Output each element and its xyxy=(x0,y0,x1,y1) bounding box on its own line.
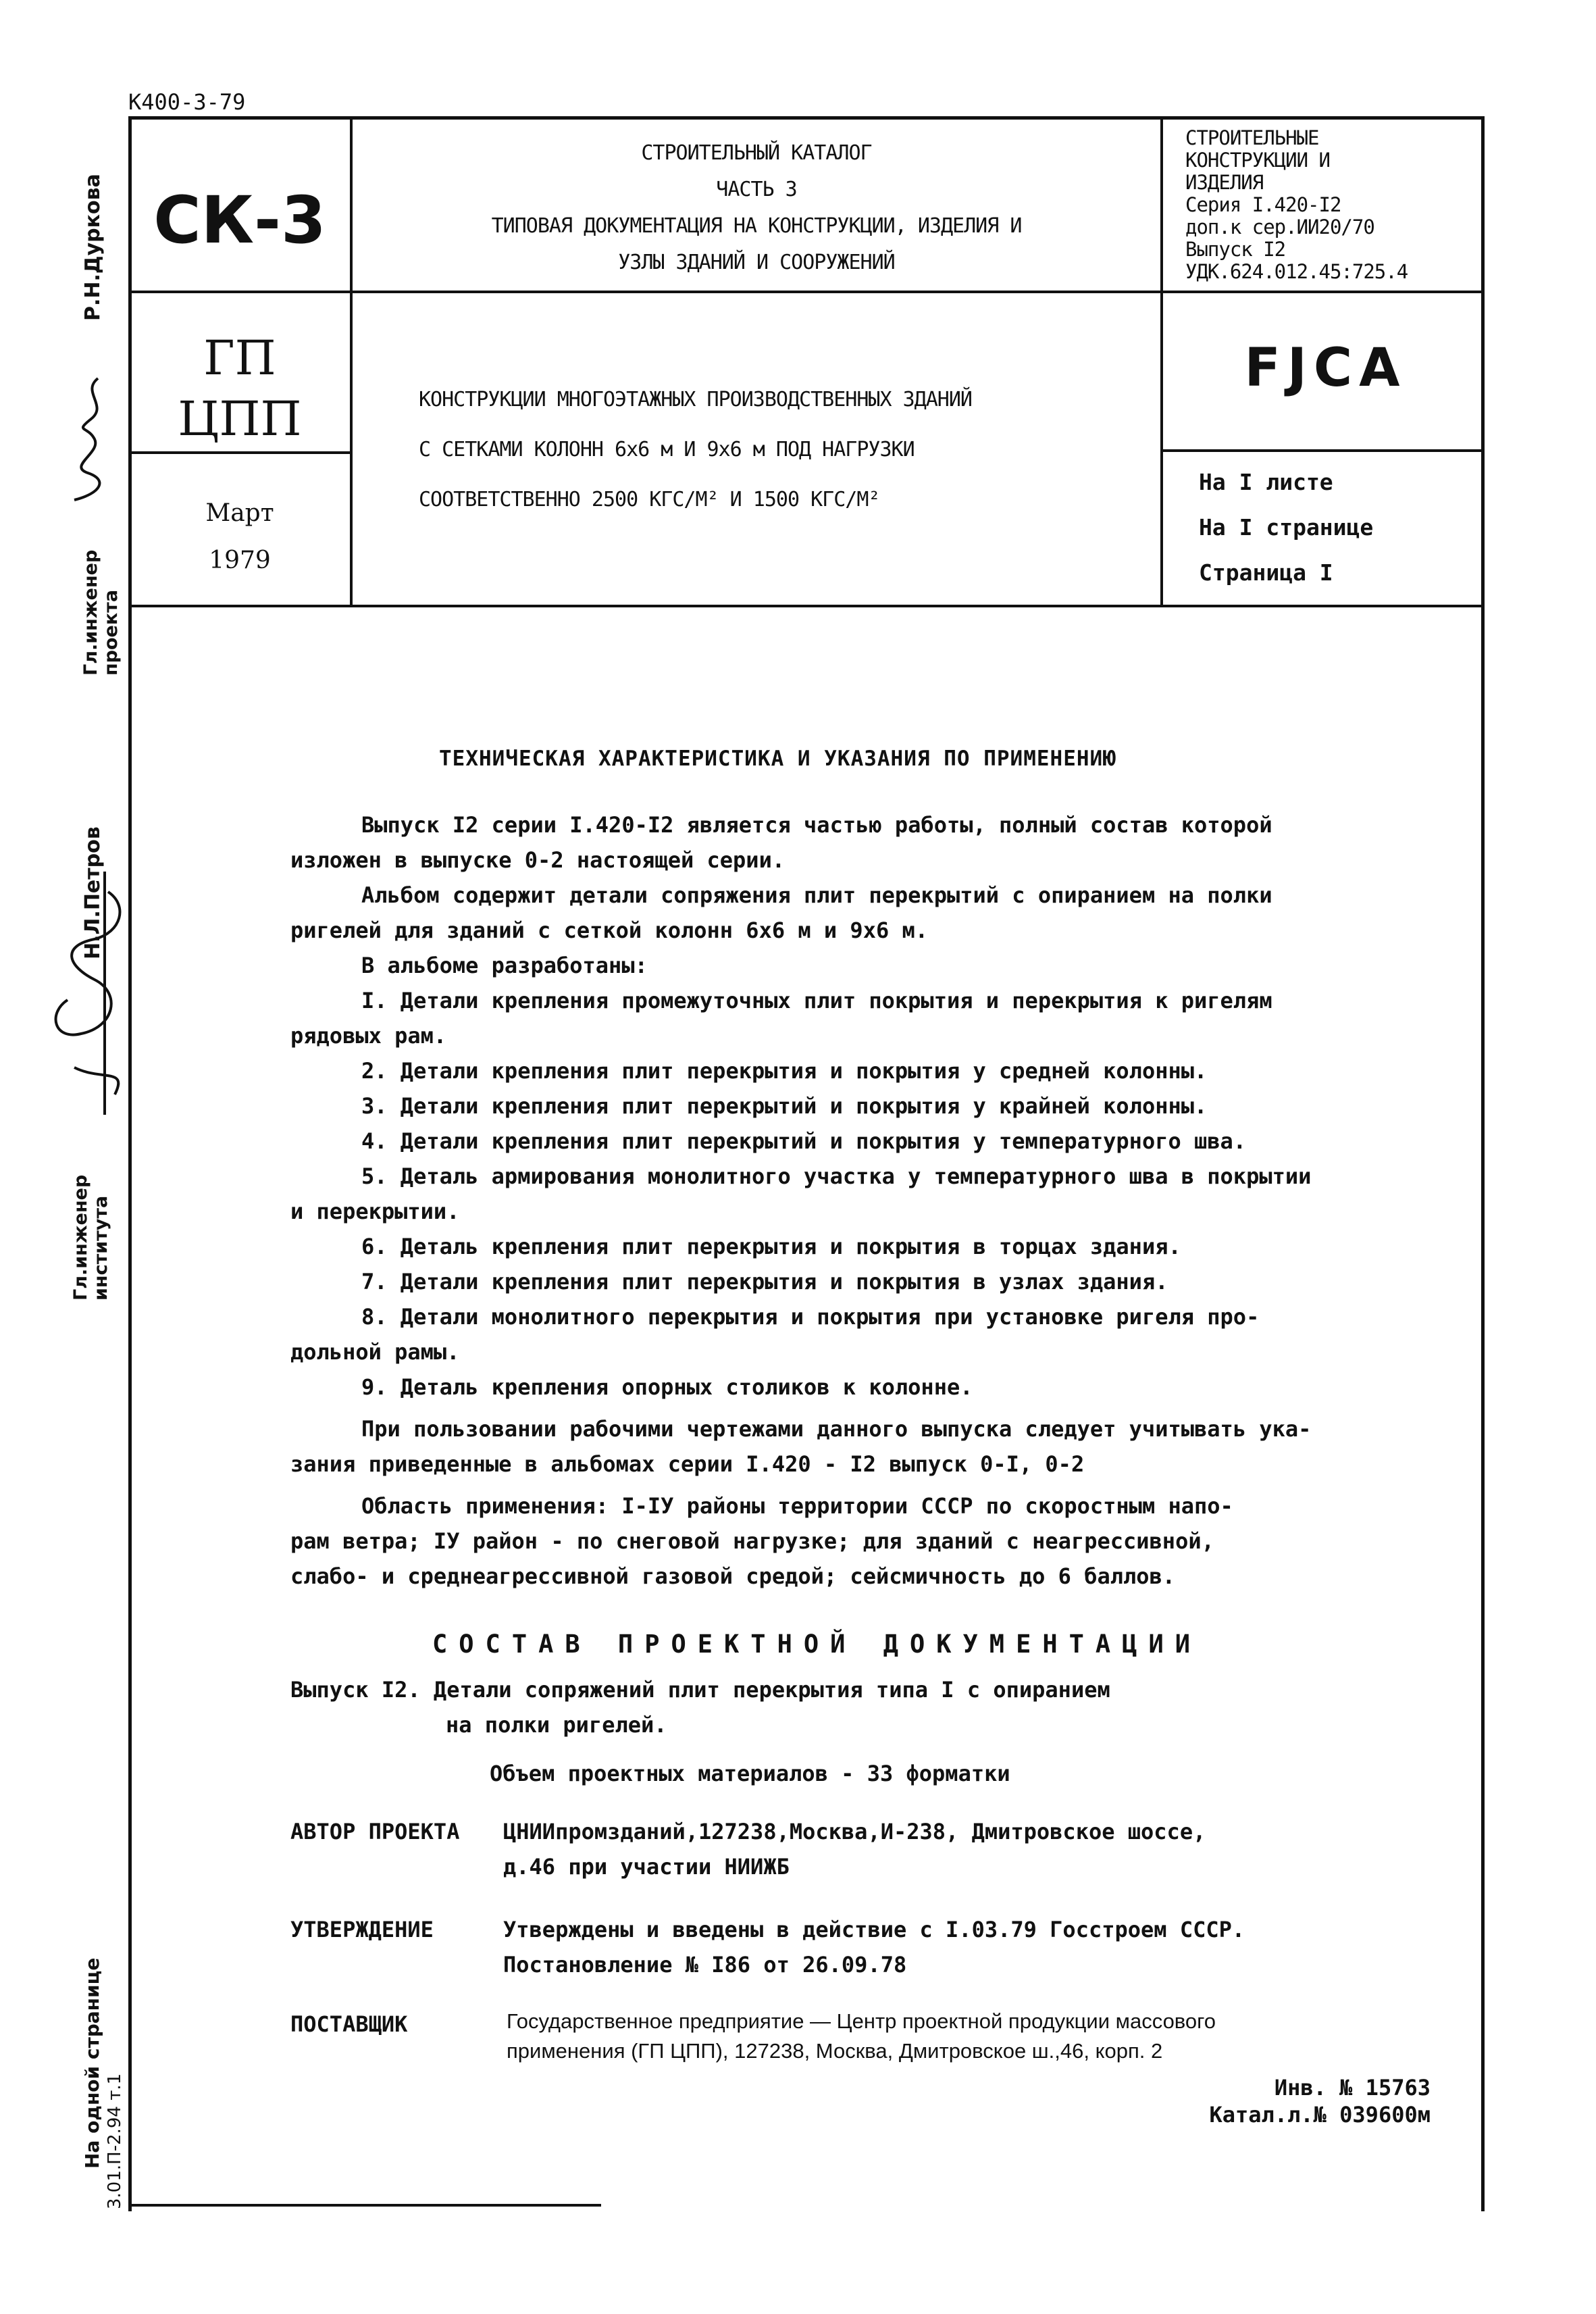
body-line: 2. Детали крепления плит перекрытия и покрытия у средней колонны. xyxy=(361,1058,1208,1084)
series-line: Серия I.420-I2 xyxy=(1185,193,1341,216)
inventory-line: Катал.л.№ 039600м xyxy=(1209,2102,1431,2128)
body-line: При пользовании рабочими чертежами данного выпуска следует учитывать ука- xyxy=(361,1416,1312,1442)
author-value xyxy=(503,1814,1596,1884)
signature-2-image xyxy=(41,865,142,1122)
side-person-2: Н.Л.Петров xyxy=(81,826,105,959)
body-text xyxy=(290,807,1439,1594)
signature-1-image xyxy=(61,365,122,513)
title-line: СООТВЕТСТВЕННО 2500 КГС/М² И 1500 КГС/М² xyxy=(419,488,880,511)
body-line: рядовых рам. xyxy=(290,1023,447,1049)
header-column-line xyxy=(350,116,353,607)
author-line: ЦНИИпромзданий,127238,Москва,И-238, Дмитровское шоссе, xyxy=(503,1819,1206,1844)
issue-line: Выпуск I2. Детали сопряжений плит перекрытия типа I с опиранием xyxy=(290,1677,1110,1703)
document-code: К400-3-79 xyxy=(128,89,246,115)
supplier-line: Государственное предприятие — Центр проектной продукции массового xyxy=(507,2009,1216,2033)
header-divider xyxy=(128,451,351,454)
bottom-rule xyxy=(128,2204,601,2207)
catalog-heading xyxy=(365,135,1148,281)
catalog-line: ТИПОВАЯ ДОКУМЕНТАЦИЯ НА КОНСТРУКЦИИ, ИЗДЕЛИЯ И xyxy=(491,214,1022,238)
section-title: ТЕХНИЧЕСКАЯ ХАРАКТЕРИСТИКА И УКАЗАНИЯ ПО ПРИМЕНЕНИЮ xyxy=(439,747,1116,771)
supplier-value xyxy=(507,2007,1596,2066)
org-line: ЦПП xyxy=(178,391,302,447)
side-footer-2: 3.01.П-2.94 т.1 xyxy=(105,2073,125,2209)
approval-line: Постановление № I86 от 26.09.78 xyxy=(503,1952,907,1978)
body-line: Альбом содержит детали сопряжения плит перекрытий с опиранием на полки xyxy=(361,882,1272,908)
body-line: В альбоме разработаны: xyxy=(361,953,648,978)
series-line: ИЗДЕЛИЯ xyxy=(1185,171,1264,194)
org-line: ГП xyxy=(203,330,276,386)
approval-label: УТВЕРЖДЕНИЕ xyxy=(290,1917,434,1942)
sheet-info xyxy=(1199,459,1373,595)
inventory-line: Инв. № 15763 xyxy=(1274,2075,1431,2101)
series-line: КОНСТРУКЦИИ И xyxy=(1185,149,1330,172)
body-line: 7. Детали крепления плит перекрытия и покрытия в узлах здания. xyxy=(361,1269,1168,1294)
series-line: Выпуск I2 xyxy=(1185,238,1286,261)
issue-description xyxy=(290,1672,1439,1791)
supplier-label: ПОСТАВЩИК xyxy=(290,2011,408,2037)
author-label: АВТОР ПРОЕКТА xyxy=(290,1819,460,1844)
title-line: КОНСТРУКЦИИ МНОГОЭТАЖНЫХ ПРОИЗВОДСТВЕННЫХ ЗДАНИЙ xyxy=(419,388,972,411)
body-line: I. Детали крепления промежуточных плит покрытия и перекрытия к ригелям xyxy=(361,988,1272,1013)
body-line: Область применения: I-IУ районы территории СССР по скоростным напо- xyxy=(361,1493,1233,1519)
catalog-mark: СК-3 xyxy=(153,182,326,258)
body-line: зания приведенные в альбомах серии I.420 - I2 выпуск 0-I, 0-2 xyxy=(290,1451,1085,1477)
header-column-line xyxy=(1160,116,1163,607)
side-footer-1: На одной странице xyxy=(81,1957,103,2169)
document-title xyxy=(365,375,1148,525)
body-line: дольной рамы. xyxy=(290,1339,460,1365)
body-line: слабо- и среднеагрессивной газовой средой; сейсмичность до 6 баллов. xyxy=(290,1563,1176,1589)
series-line: УДК.624.012.45:725.4 xyxy=(1185,260,1408,283)
side-role-2: Гл.инженер института xyxy=(70,1174,111,1301)
body-line: и перекрытии. xyxy=(290,1199,460,1224)
header-divider xyxy=(1162,449,1481,452)
composition-title: СОСТАВ ПРОЕКТНОЙ ДОКУМЕНТАЦИИ xyxy=(432,1630,1202,1659)
body-line: 9. Деталь крепления опорных столиков к колонне. xyxy=(361,1374,973,1400)
header-bottom-line xyxy=(128,605,1481,607)
body-line: изложен в выпуске 0-2 настоящей серии. xyxy=(290,847,786,873)
body-line: 8. Детали монолитного перекрытия и покрытия при установке ригеля про- xyxy=(361,1304,1260,1330)
issue-month: Март xyxy=(205,499,274,527)
sheet-line: На I странице xyxy=(1199,514,1374,540)
inventory-numbers xyxy=(1174,2074,1431,2128)
issue-line: на полки ригелей. xyxy=(446,1712,667,1738)
issue-date xyxy=(135,490,344,584)
series-info xyxy=(1185,127,1476,283)
catalog-line: СТРОИТЕЛЬНЫЙ КАТАЛОГ xyxy=(641,141,872,165)
sheet-line: На I листе xyxy=(1199,469,1333,495)
catalog-line: ЧАСТЬ 3 xyxy=(716,178,797,201)
approval-value xyxy=(503,1912,1596,1982)
body-line: 6. Деталь крепления плит перекрытия и покрытия в торцах здания. xyxy=(361,1234,1181,1259)
issue-year: 1979 xyxy=(209,547,271,574)
series-line: доп.к сер.ИИ20/70 xyxy=(1185,216,1374,238)
approval-row xyxy=(290,1912,1472,1986)
volume-line: Объем проектных материалов - 33 форматки xyxy=(490,1761,1010,1786)
author-line: д.46 при участии НИИЖБ xyxy=(503,1854,790,1880)
approval-line: Утверждены и введены в действие с I.03.79 Госстроем СССР. xyxy=(503,1917,1245,1942)
header-divider xyxy=(128,291,1481,293)
supplier-line: применения (ГП ЦПП), 127238, Москва, Дмитровское ш.,46, корп. 2 xyxy=(507,2039,1163,2063)
side-person-1: Р.Н.Дуркова xyxy=(81,174,105,321)
body-line: Выпуск I2 серии I.420-I2 является частью работы, полный состав которой xyxy=(361,812,1272,838)
body-line: 5. Деталь армирования монолитного участка у температурного шва в покрытии xyxy=(361,1163,1312,1189)
sheet-line: Страница I xyxy=(1199,559,1333,586)
body-line: 4. Детали крепления плит перекрытий и покрытия у температурного шва. xyxy=(361,1128,1247,1154)
organization-abbr xyxy=(135,328,344,449)
series-line: СТРОИТЕЛЬНЫЕ xyxy=(1185,126,1319,149)
author-row xyxy=(290,1814,1472,1888)
body-line: 3. Детали крепления плит перекрытий и покрытия у крайней колонны. xyxy=(361,1093,1208,1119)
side-role-1: Гл.инженер проекта xyxy=(80,549,122,676)
title-line: С СЕТКАМИ КОЛОНН 6х6 м И 9х6 м ПОД НАГРУЗКИ xyxy=(419,438,915,461)
body-line: рам ветра; IУ район - по снеговой нагрузке; для зданий с неагрессивной, xyxy=(290,1528,1214,1554)
classification-code: FJCA xyxy=(1244,338,1407,399)
catalog-line: УЗЛЫ ЗДАНИЙ И СООРУЖЕНИЙ xyxy=(618,251,895,274)
supplier-row xyxy=(290,2007,1472,2074)
body-line: ригелей для зданий с сеткой колонн 6х6 м и 9х6 м. xyxy=(290,917,929,943)
